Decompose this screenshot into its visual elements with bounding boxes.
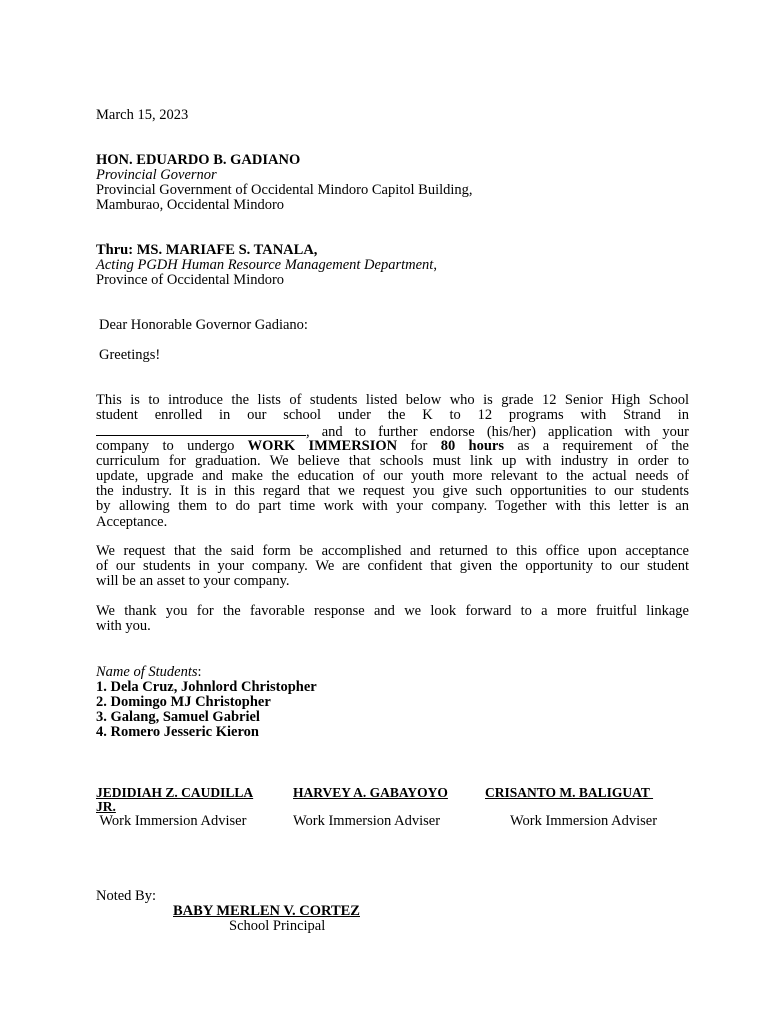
addressee-address-line-1: Provincial Government of Occidental Mindoro Capitol Building,	[96, 182, 473, 198]
adviser-1-title: Work Immersion Adviser	[96, 813, 247, 829]
paragraph-fragment: company to undergo	[96, 437, 248, 454]
principal-title: School Principal	[229, 918, 326, 934]
adviser-2-title: Work Immersion Adviser	[293, 813, 441, 829]
noted-by-label: Noted By:	[96, 888, 157, 904]
paragraph-line	[96, 439, 689, 454]
paragraph-line: update, upgrade and make the education of our youth more relevant to the actual needs of	[96, 467, 689, 484]
paragraph-line: by allowing them to do part time work with your company. Together with this letter is an	[96, 498, 689, 515]
students-label-colon: :	[197, 664, 202, 680]
paragraph-line: Acceptance.	[96, 513, 168, 530]
paragraph-line: the industry. It is in this regard that we request you give such opportunities to our students	[96, 483, 689, 500]
body-paragraph-2	[96, 544, 689, 590]
student-item: 3. Galang, Samuel Gabriel	[96, 709, 260, 725]
thru-line: Thru: MS. MARIAFE S. TANALA,	[96, 242, 318, 258]
work-immersion-text: WORK IMMERSION	[247, 437, 398, 454]
adviser-3-title: Work Immersion Adviser	[510, 813, 658, 829]
thru-title-line	[96, 258, 437, 273]
salutation: Dear Honorable Governor Gadiano:	[99, 317, 308, 333]
addressee-name: HON. EDUARDO B. GADIANO	[96, 152, 301, 168]
paragraph-line: of our students in your company. We are confident that given the opportunity to our student	[96, 558, 689, 575]
paragraph-line: We request that the said form be accomplished and returned to this office upon acceptance	[96, 543, 689, 559]
addressee-title: Provincial Governor	[96, 167, 217, 183]
students-label-text: Name of Students	[96, 664, 198, 680]
body-paragraph-1	[96, 393, 689, 530]
adviser-3-name: CRISANTO M. BALIGUAT	[485, 785, 654, 800]
adviser-1-name-line-2: JR.	[96, 799, 116, 814]
paragraph-fragment: as a requirement of the	[504, 437, 689, 454]
student-item: 2. Domingo MJ Christopher	[96, 694, 271, 710]
paragraph-fragment: , and to further endorse (his/her) application with your	[306, 424, 689, 441]
paragraph-fragment: for	[397, 437, 441, 454]
paragraph-line: with you.	[96, 618, 151, 635]
paragraph-line: We thank you for the favorable response and we look forward to a more fruitful linkage	[96, 603, 689, 619]
paragraph-line: will be an asset to your company.	[96, 573, 290, 590]
students-label	[96, 665, 202, 680]
thru-place: Province of Occidental Mindoro	[96, 272, 285, 288]
paragraph-line: This is to introduce the lists of students listed below who is grade 12 Senior High School	[96, 392, 689, 408]
addressee-address-line-2: Mamburao, Occidental Mindoro	[96, 197, 285, 213]
body-paragraph-3	[96, 604, 689, 634]
strand-blank-line	[96, 423, 306, 436]
thru-title: Acting PGDH Human Resource Management Department	[96, 257, 434, 273]
student-item: 4. Romero Jesseric Kieron	[96, 724, 259, 740]
letter-date: March 15, 2023	[96, 107, 189, 123]
adviser-1-name-line-1: JEDIDIAH Z. CAUDILLA	[96, 785, 254, 800]
paragraph-line	[96, 423, 689, 441]
greeting: Greetings!	[99, 347, 161, 363]
paragraph-line: curriculum for graduation. We believe that schools must link up with industry in order to	[96, 452, 689, 469]
thru-title-comma: ,	[433, 257, 437, 273]
paragraph-line: student enrolled in our school under the K to 12 programs with Strand in	[96, 407, 689, 424]
principal-name: BABY MERLEN V. CORTEZ	[173, 903, 360, 919]
adviser-1-name	[96, 786, 276, 814]
student-item: 1. Dela Cruz, Johnlord Christopher	[96, 679, 317, 695]
adviser-2-name: HARVEY A. GABAYOYO	[293, 785, 448, 800]
hours-text: 80 hours	[440, 437, 504, 454]
